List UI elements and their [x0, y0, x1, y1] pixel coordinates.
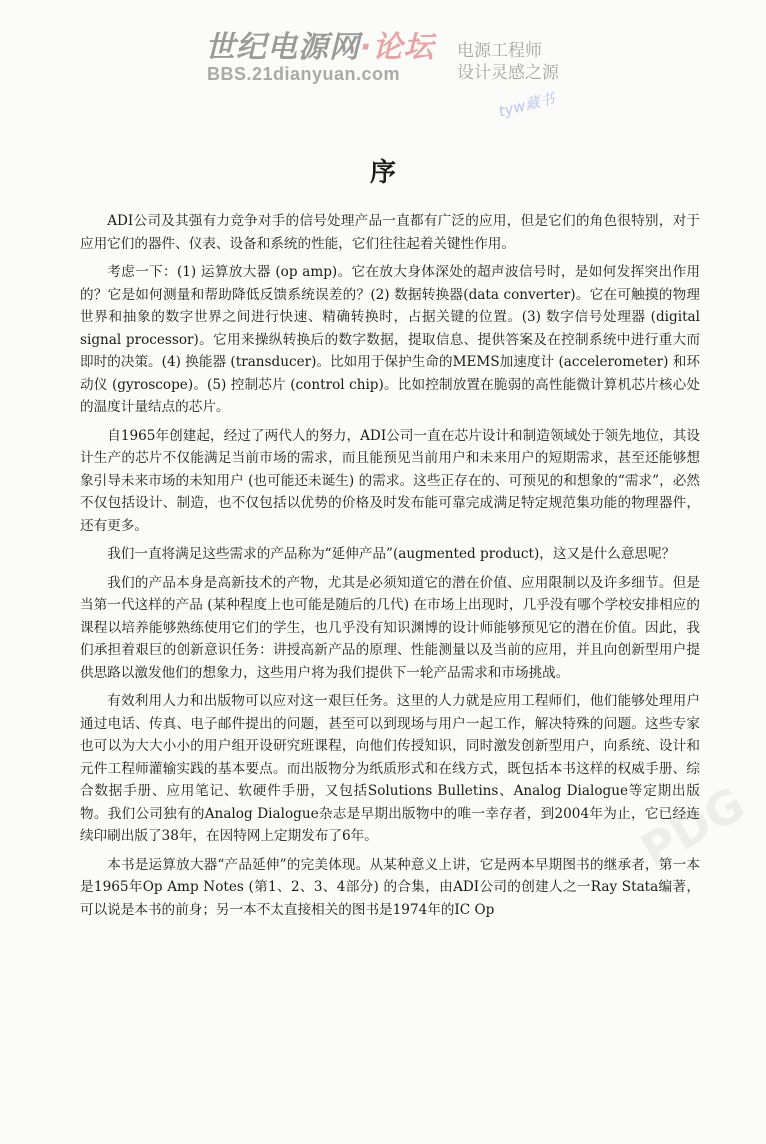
- paragraph: ADI公司及其强有力竞争对手的信号处理产品一直都有广泛的应用，但是它们的角色很特别，对于应用它们的器件、仪表、设备和系统的性能，它们往往起着关键性作用。: [80, 213, 700, 252]
- page-title: 序: [369, 158, 396, 188]
- paragraph: 我们一直将满足这些需求的产品称为“延伸产品”(augmented product)，这又是什么意思呢？: [107, 546, 676, 562]
- paragraph: 自1965年创建起，经过了两代人的努力，ADI公司一直在芯片设计和制造领域处于领先地位，其设计生产的芯片不仅能满足当前市场的需求，而且能预见当前用户和未来用户的短期需求，甚至还能够想象引导未来市场的未知用户 (也可能还未诞生) 的需求。这些正存在的、可预见的和想象的“需求”，必然不仅包括设计、制造，也不仅包括以优势的价格及时发布能可靠完成满足特定规范集功能的物理器件，还有更多。: [80, 427, 700, 534]
- forum-tagline: [457, 40, 559, 84]
- forum-banner: [205, 22, 585, 92]
- paragraph: 我们的产品本身是高新技术的产物，尤其是必须知道它的潜在价值、应用限制以及许多细节。但是当第一代这样的产品 (某种程度上也可能是随后的几代) 在市场上出现时，几乎没有哪个学校安排相应的课程以培养能够熟练使用它们的学生，也几乎没有知识渊博的设计师能够预见它的潜在价值。因此，我们承担着艰巨的创新意识任务：讲授高新产品的原理、性能测量以及当前的应用，并且向创新型用户提供思路以激发他们的想象力，这些用户将为我们提供下一轮产品需求和市场挑战。: [80, 574, 700, 681]
- collection-stamp: tyw藏书: [496, 89, 557, 121]
- pdg-watermark: PDG: [632, 776, 755, 878]
- paragraph: 本书是运算放大器“产品延伸”的完美体现。从某种意义上讲，它是两本早期图书的继承者，第一本是1965年Op Amp Notes (第1、2、3、4部分) 的合集，由ADI公司的创建人之一Ray Stata编著，可以说是本书的前身；另一本不太直接相关的图书是1974年的IC Op: [80, 856, 700, 918]
- brand-name: 世纪电源网: [205, 30, 360, 65]
- tagline-line-2: 设计灵感之源: [457, 63, 559, 83]
- tagline-line-1: 电源工程师: [457, 41, 542, 61]
- preface-body: [80, 210, 700, 927]
- brand-suffix: ·论坛: [360, 30, 435, 65]
- forum-logo: [205, 22, 434, 66]
- forum-url: BBS.21dianyuan.com: [207, 64, 401, 84]
- paragraph: 有效利用人力和出版物可以应对这一艰巨任务。这里的人力就是应用工程师们，他们能够处理用户通过电话、传真、电子邮件提出的问题，甚至可以到现场与用户一起工作，解决特殊的问题。这些专家也可以为大大小小的用户组开设研究班课程，向他们传授知识，同时激发创新型用户，向系统、设计和元件工程师灌输实践的基本要点。而出版物分为纸质形式和在线方式，既包括本书这样的权威手册、综合数据手册、应用笔记、软硬件手册，又包括Solutions Bulletins、Analog Dialogue等定期出版物。我们公司独有的Analog Dialogue杂志是早期出版物中的唯一幸存者，到2004年为止，它已经连续印刷出版了38年，在因特网上定期发布了6年。: [80, 693, 700, 844]
- paragraph: 考虑一下：(1) 运算放大器 (op amp)。它在放大身体深处的超声波信号时，是如何发挥突出作用的？它是如何测量和帮助降低反馈系统误差的？(2) 数据转换器(data converter)。它在可触摸的物理世界和抽象的数字世界之间进行快速、精确转换时，占据关键的位置。(3) 数字信号处理器 (digital signal processor)。它用来操纵转换后的数字数据，提取信息、提供答案及在控制系统中进行重大而即时的决策。(4) 换能器 (transducer)。比如用于保护生命的MEMS加速度计 (accelerometer) 和环动仪 (gyroscope)。(5) 控制芯片 (control chip)。比如控制放置在脆弱的高性能微计算机芯片核心处的温度计量结点的芯片。: [80, 264, 700, 415]
